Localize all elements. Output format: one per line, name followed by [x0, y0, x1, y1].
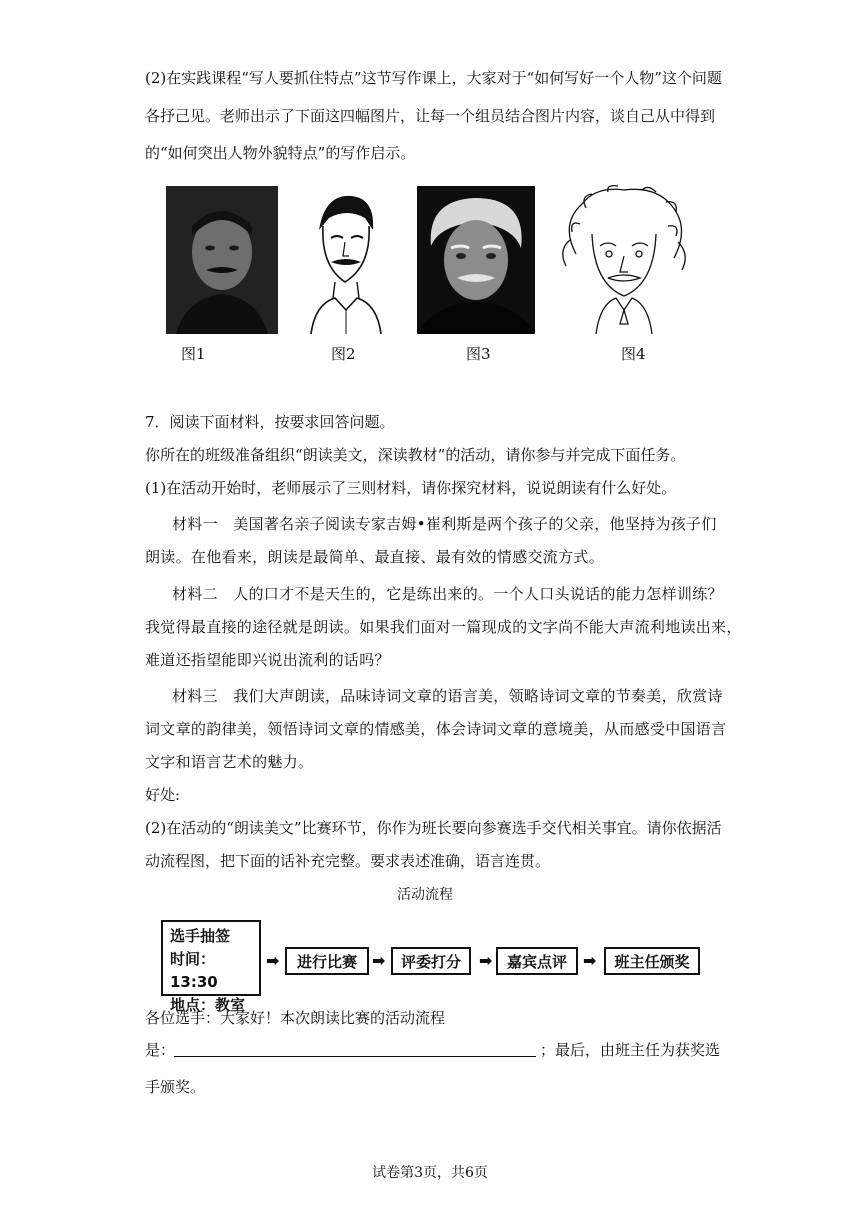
- flow-step-draw-lots-label: 选手抽签: [170, 927, 231, 945]
- q7-title: 7．阅读下面材料，按要求回答问题。: [145, 413, 395, 431]
- flow-step-draw-lots: [161, 920, 261, 1014]
- answer-prefix: 是：: [145, 1041, 176, 1059]
- figure-4-caption: 图4: [621, 345, 646, 363]
- figure-2-caption: 图2: [331, 345, 356, 363]
- q7-context: 你所在的班级准备组织“朗读美文，深读教材”的活动，请你参与并完成下面任务。: [145, 446, 686, 464]
- material-2-line-1: 材料二 人的口才不是天生的，它是练出来的。一个人口头说话的能力怎样训练？: [172, 585, 723, 603]
- answer-line-3: 手颁奖。: [145, 1078, 206, 1096]
- figure-1-image: [166, 186, 278, 334]
- flow-step-award: 班主任颁奖: [604, 947, 700, 975]
- intro-line-3: 的“如何突出人物外貌特点”的写作启示。: [145, 144, 416, 162]
- flow-step-draw-lots-time: 时间：13:30: [170, 950, 218, 991]
- q7-part2-line-1: (2)在活动的“朗读美文”比赛环节，你作为班长要向参赛选手交代相关事宜。请你依据活: [145, 819, 722, 837]
- portrait-sketch-icon: [305, 186, 387, 334]
- flow-step-compete: 进行比赛: [285, 947, 369, 975]
- intro-line-2: 各抒己见。老师出示了下面这四幅图片，让每一个组员结合图片内容，谈自己从中得到: [145, 107, 716, 125]
- answer-line-1: 各位选手：大家好！本次朗读比赛的活动流程: [145, 1009, 446, 1027]
- figure-3-image: [417, 186, 535, 334]
- arrow-right-icon: ➡: [266, 951, 280, 970]
- intro-line-1: (2)在实践课程“写人要抓住特点”这节写作课上，大家对于“如何写好一个人物”这个问题: [145, 69, 722, 87]
- material-3-line-1: 材料三 我们大声朗读，品味诗词文章的语言美，领略诗词文章的节奏美，欣赏诗: [172, 687, 723, 705]
- figure-4-image: [556, 184, 692, 336]
- answer-blank-line[interactable]: [174, 1056, 536, 1057]
- material-1-line-1: 材料一 美国著名亲子阅读专家吉姆•崔利斯是两个孩子的父亲，他坚持为孩子们: [172, 515, 717, 533]
- material-2-line-3: 难道还指望能即兴说出流利的话吗？: [145, 651, 390, 669]
- material-3-line-3: 文字和语言艺术的魅力。: [145, 753, 314, 771]
- q7-part2-line-2: 动流程图，把下面的话补充完整。要求表述准确，语言连贯。: [145, 852, 551, 870]
- arrow-right-icon: ➡: [372, 951, 386, 970]
- figure-3-caption: 图3: [466, 345, 491, 363]
- flow-step-guest-comment: 嘉宾点评: [496, 947, 578, 975]
- flow-step-judges-score: 评委打分: [391, 947, 471, 975]
- flow-title: 活动流程: [397, 887, 453, 903]
- portrait-photo-icon: [417, 186, 535, 334]
- page-footer: 试卷第3页，共6页: [372, 1165, 488, 1181]
- portrait-sketch-icon: [556, 184, 692, 336]
- flow-step-draw-lots-place: 地点：教室: [170, 996, 246, 1014]
- figure-1-caption: 图1: [181, 345, 206, 363]
- arrow-right-icon: ➡: [583, 951, 597, 970]
- arrow-right-icon: ➡: [479, 951, 493, 970]
- figure-2-image: [305, 186, 387, 334]
- portrait-photo-icon: [166, 186, 278, 334]
- material-3-line-2: 词文章的韵律美，领悟诗词文章的情感美，体会诗词文章的意境美，从而感受中国语言: [145, 720, 727, 738]
- q7-part1: (1)在活动开始时，老师展示了三则材料，请你探究材料，说说朗读有什么好处。: [145, 479, 677, 497]
- material-2-line-2: 我觉得最直接的途径就是朗读。如果我们面对一篇现成的文字尚不能大声流利地读出来，: [145, 618, 742, 636]
- answer-suffix: ；最后，由班主任为获奖选: [540, 1041, 721, 1059]
- benefit-label: 好处:: [145, 786, 181, 804]
- material-1-line-2: 朗读。在他看来，朗读是最简单、最直接、最有效的情感交流方式。: [145, 548, 605, 566]
